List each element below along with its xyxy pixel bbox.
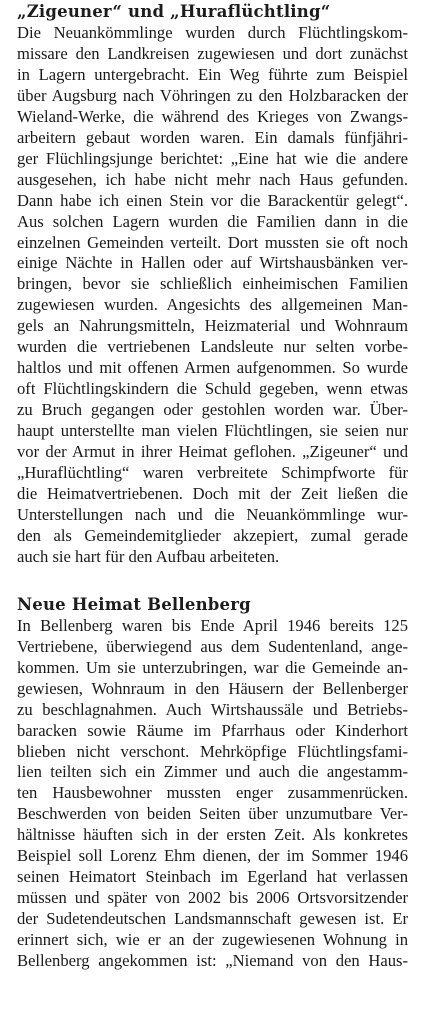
text-line: missare den Landkreisen zugewiesen und dort zunächst: [17, 43, 408, 63]
text-line: müssen und später von 2002 bis 2006 Ortsvorsitzender: [17, 888, 408, 908]
text-line: Dann habe ich einen Stein vor die Barackentür gelegt“.: [17, 190, 408, 210]
text-line: „Huraflüchtling“ waren verbreitete Schimpfworte für: [17, 463, 408, 483]
text-line: wurden die vertriebenen Landsleute nur selten vorbe-: [17, 337, 408, 357]
text-line: vor der Armut in ihrer Heimat geflohen. „Zigeuner“ und: [17, 442, 408, 462]
text-line: einzelnen Gemeinden verteilt. Dort mussten sie oft noch: [17, 232, 408, 252]
text-line: kommen. Um sie unterzubringen, war die Gemeinde an-: [17, 657, 408, 677]
text-line: Die Neuankömmlinge wurden durch Flüchtlingskom-: [17, 23, 408, 42]
text-line: zu Bruch gegangen oder gestohlen worden war. Über-: [17, 400, 408, 420]
text-line: auch sie hart für den Aufbau arbeiteten.: [17, 546, 280, 566]
text-line: blieben nicht verschont. Mehrköpfige Flüchtlingsfami-: [17, 741, 408, 761]
text-line: baracken sowie Räume im Pfarrhaus oder Kinderhort: [17, 720, 408, 740]
text-line: erinnert sich, wie er an der zugewiesenen Wohnung in: [17, 930, 408, 950]
text-line: bringen, bevor sie schließlich einheimischen Familien: [17, 274, 408, 294]
text-line: die Heimatvertriebenen. Doch mit der Zeit ließen die: [17, 483, 408, 503]
section-heading-zigeuner: „Zigeuner“ und „Huraflüchtling“: [17, 2, 331, 21]
text-line: haupt unterstellte man vielen Flüchtlingen, sie seien nur: [17, 421, 408, 441]
text-line: gewiesen, Wohnraum in den Häusern der Bellenberger: [17, 678, 408, 698]
text-line: Bellenberg angekommen ist: „Niemand von den Haus-: [17, 951, 408, 971]
section-heading-neue-heimat: Neue Heimat Bellenberg: [17, 594, 251, 614]
section-paragraph-zigeuner: [17, 23, 408, 568]
text-line: hältnisse häuften sich in der ersten Zeit. Als konkretes: [17, 825, 408, 845]
text-line: oft Flüchtlingskindern die Schuld gegeben, wenn etwas: [17, 379, 408, 399]
text-line: ausgesehen, ich habe nicht mehr nach Haus gefunden.: [17, 169, 408, 189]
text-line: lien teilten sich ein Zimmer und auch die angestamm-: [17, 762, 408, 782]
text-line: in Lagern untergebracht. Ein Weg führte zum Beispiel: [17, 64, 408, 84]
text-line: der Sudetendeutschen Landsmannschaft gewesen ist. Er: [17, 909, 408, 929]
section-paragraph-neue-heimat: [17, 616, 408, 972]
text-line: ten Hausbewohner mussten enger zusammenrücken.: [17, 783, 408, 803]
text-line: Unterstellungen nach und die Neuankömmlinge wur-: [17, 504, 408, 524]
text-line: zugewiesen wurden. Angesichts des allgemeinen Man-: [17, 295, 408, 315]
text-line: den als Gemeindemitglieder akzepiert, zumal gerade: [17, 525, 408, 545]
text-line: ger Flüchlingsjunge berichtet: „Eine hat wie die andere: [17, 148, 408, 168]
text-line: In Bellenberg waren bis Ende April 1946 bereits 125: [17, 615, 408, 635]
text-line: gels an Nahrungsmitteln, Heizmaterial und Wohnraum: [17, 316, 408, 336]
text-line: Vertriebene, überwiegend aus dem Sudentenland, ange-: [17, 636, 408, 656]
text-line: Aus solchen Lagern wurden die Familien dann in die: [17, 211, 408, 231]
text-line: arbeitern gebaut worden waren. Ein damals fünfjähri-: [17, 127, 408, 147]
text-line: einige Nächte in Hallen oder auf Wirtshausbänken ver-: [17, 253, 408, 273]
text-line: Wieland-Werke, die während des Krieges von Zwangs-: [17, 106, 408, 126]
text-line: Beispiel soll Lorenz Ehm dienen, der im Sommer 1946: [17, 846, 408, 866]
text-line: seinen Heimatort Steinbach im Egerland hat verlassen: [17, 867, 408, 887]
text-line: zu beschlagnahmen. Auch Wirtshaussäle und Betriebs-: [17, 699, 408, 719]
text-line: über Augsburg nach Vöhringen zu den Holzbaracken der: [17, 85, 408, 105]
text-line: haltlos und mit offenen Armen aufgenommen. So wurde: [17, 358, 408, 378]
text-line: Beschwerden von beiden Seiten über unzumutbare Ver-: [17, 804, 408, 824]
